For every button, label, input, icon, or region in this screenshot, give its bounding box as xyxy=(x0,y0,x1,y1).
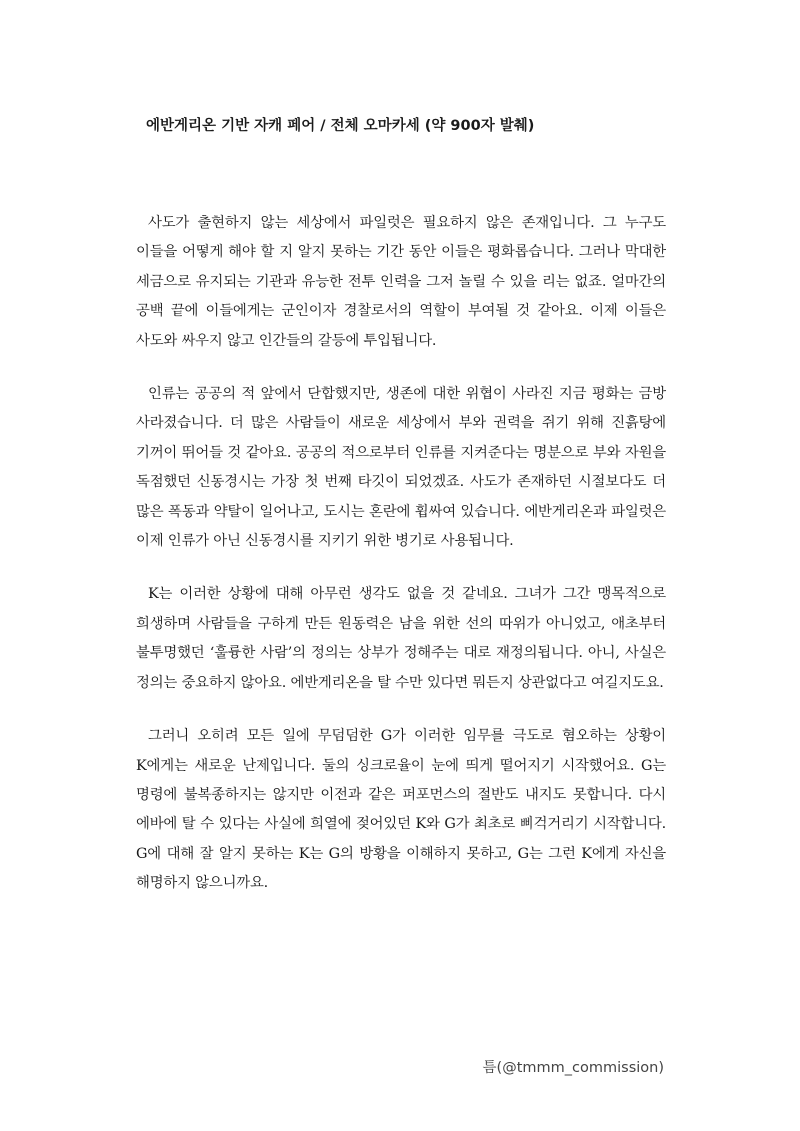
paragraph-4: 그러니 오히려 모든 일에 무덤덤한 G가 이러한 임무를 극도로 혐오하는 상황이 K에게는 새로운 난제입니다. 둘의 싱크로율이 눈에 띄게 떨어지기 시작했어요. G는 명령에 불복종하지는 않지만 이전과 같은 퍼포먼스의 절반도 내지도 못합니다. 다시 에바에 탈 수 있다는 사실에 희열에 젖어있던 K와 G가 최초로 삐걱거리기 시작합니다. G에 대해 잘 알지 못하는 K는 G의 방황을 이해하지 못하고, G는 그런 K에게 자신을 해명하지 않으니까요. xyxy=(136,728,666,892)
paragraph-3: K는 이러한 상황에 대해 아무런 생각도 없을 것 같네요. 그녀가 그간 맹목적으로 희생하며 사람들을 구하게 만든 원동력은 남을 위한 선의 따위가 아니었고, 애초부터 불투명했던 ‘훌륭한 사람’의 정의는 상부가 정해주는 대로 재정의됩니다. 아니, 사실은 정의는 중요하지 않아요. 에반게리온을 탈 수만 있다면 뭐든지 상관없다고 여길지도요. xyxy=(136,586,666,691)
author-credit: 틈(@tmmm_commission) xyxy=(482,1060,664,1076)
document-body xyxy=(136,209,666,923)
paragraph-2: 인류는 공공의 적 앞에서 단합했지만, 생존에 대한 위협이 사라진 지금 평화는 금방 사라졌습니다. 더 많은 사람들이 새로운 세상에서 부와 권력을 쥐기 위해 진흙탕에 기꺼이 뛰어들 것 같아요. 공공의 적으로부터 인류를 지켜준다는 명분으로 부와 자원을 독점했던 신동경시는 가장 첫 번째 타깃이 되었겠죠. 사도가 존재하던 시절보다도 더 많은 폭동과 약탈이 일어나고, 도시는 혼란에 휩싸여 있습니다. 에반게리온과 파일럿은 이제 인류가 아닌 신동경시를 지키기 위한 병기로 사용됩니다. xyxy=(136,386,666,550)
paragraph-1: 사도가 출현하지 않는 세상에서 파일럿은 필요하지 않은 존재입니다. 그 누구도 이들을 어떻게 해야 할 지 알지 못하는 기간 동안 이들은 평화롭습니다. 그러나 막대한 세금으로 유지되는 기관과 유능한 전투 인력을 그저 놀릴 수 있을 리는 없죠. 얼마간의 공백 끝에 이들에게는 군인이자 경찰로서의 역할이 부여될 것 같아요. 이제 이들은 사도와 싸우지 않고 인간들의 갈등에 투입됩니다. xyxy=(136,215,666,349)
document-title: 에반게리온 기반 자캐 페어 / 전체 오마카세 (약 900자 발췌) xyxy=(146,118,535,134)
